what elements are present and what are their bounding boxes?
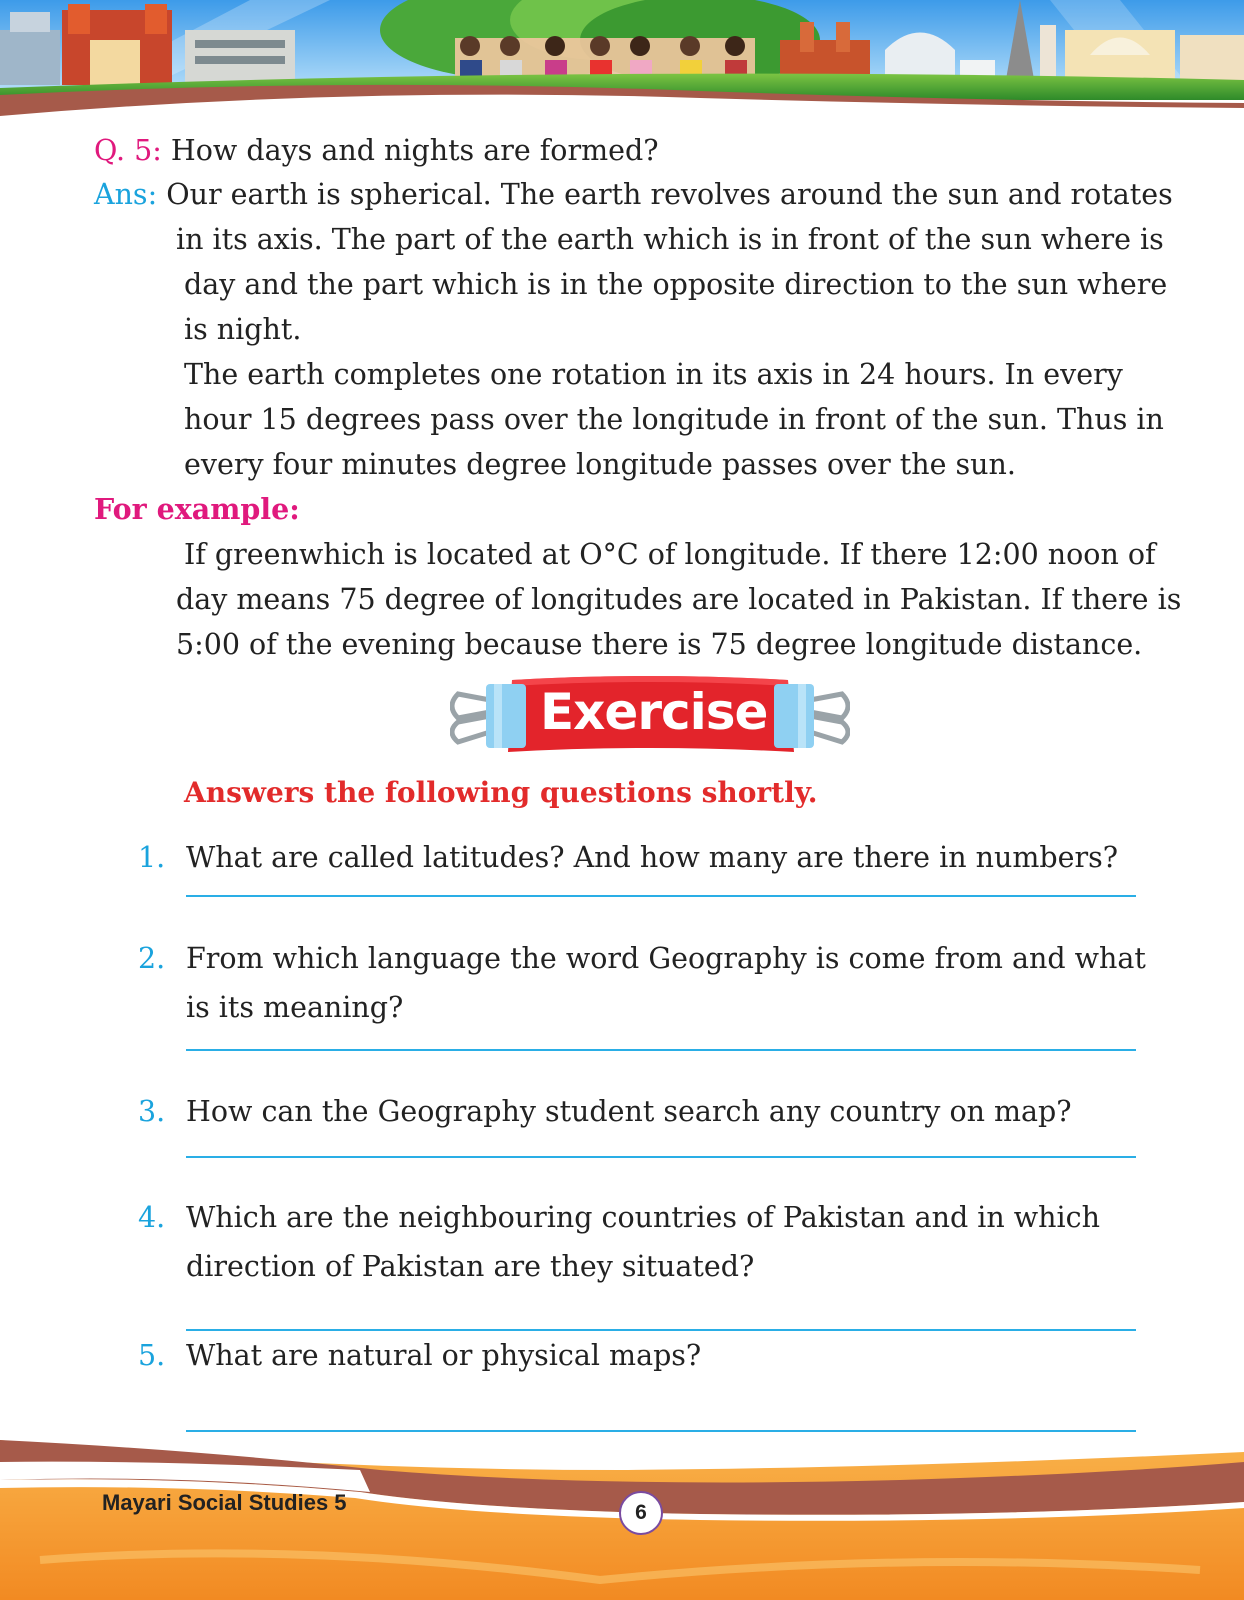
exercise-title: Exercise bbox=[540, 683, 768, 741]
question-5 bbox=[94, 128, 659, 173]
answer-label: Ans: bbox=[94, 178, 158, 211]
header-banner bbox=[0, 0, 1244, 120]
question-text: How days and nights are formed? bbox=[170, 134, 659, 167]
question-line: What are called latitudes? And how many are there in numbers? bbox=[186, 841, 1119, 874]
answer-line: Our earth is spherical. The earth revolves around the sun and rotates bbox=[166, 178, 1173, 211]
page-number: 6 bbox=[619, 1491, 663, 1535]
question-line: is its meaning? bbox=[186, 991, 404, 1024]
answer-line: is night. bbox=[184, 313, 302, 346]
answer-line-blank[interactable] bbox=[186, 1049, 1136, 1051]
question-label: Q. 5: bbox=[94, 134, 162, 167]
answer-first-line bbox=[94, 172, 1173, 217]
question-line: How can the Geography student search any country on map? bbox=[186, 1095, 1072, 1128]
answer-line-blank[interactable] bbox=[186, 1430, 1136, 1432]
example-line: day means 75 degree of longitudes are located in Pakistan. If there is bbox=[176, 583, 1182, 616]
example-line: If greenwhich is located at O°C of longitude. If there 12:00 noon of bbox=[184, 538, 1156, 571]
question-number: 4. bbox=[138, 1201, 166, 1234]
answer-line: The earth completes one rotation in its axis in 24 hours. In every bbox=[184, 358, 1123, 391]
example-line: 5:00 of the evening because there is 75 degree longitude distance. bbox=[176, 628, 1143, 661]
answer-line: every four minutes degree longitude passes over the sun. bbox=[184, 448, 1016, 481]
exercise-banner bbox=[450, 672, 850, 762]
answer-line: day and the part which is in the opposite direction to the sun where bbox=[184, 268, 1168, 301]
question-line: direction of Pakistan are they situated? bbox=[186, 1250, 755, 1283]
answer-line-blank[interactable] bbox=[186, 895, 1136, 897]
pakistan-landmarks-banner-image bbox=[0, 0, 1244, 120]
question-line: From which language the word Geography is come from and what bbox=[186, 942, 1146, 975]
question-line: What are natural or physical maps? bbox=[186, 1339, 702, 1372]
exercise-instruction: Answers the following questions shortly. bbox=[184, 776, 818, 809]
answer-line-blank[interactable] bbox=[186, 1156, 1136, 1158]
question-number: 3. bbox=[138, 1095, 166, 1128]
answer-line: in its axis. The part of the earth which is in front of the sun where is bbox=[176, 223, 1164, 256]
question-number: 2. bbox=[138, 942, 166, 975]
answer-line: hour 15 degrees pass over the longitude in front of the sun. Thus in bbox=[184, 403, 1164, 436]
example-label: For example: bbox=[94, 492, 300, 526]
question-number: 5. bbox=[138, 1339, 166, 1372]
book-title: Mayari Social Studies 5 bbox=[102, 1490, 347, 1515]
question-line: Which are the neighbouring countries of Pakistan and in which bbox=[186, 1201, 1100, 1234]
question-number: 1. bbox=[138, 841, 166, 874]
